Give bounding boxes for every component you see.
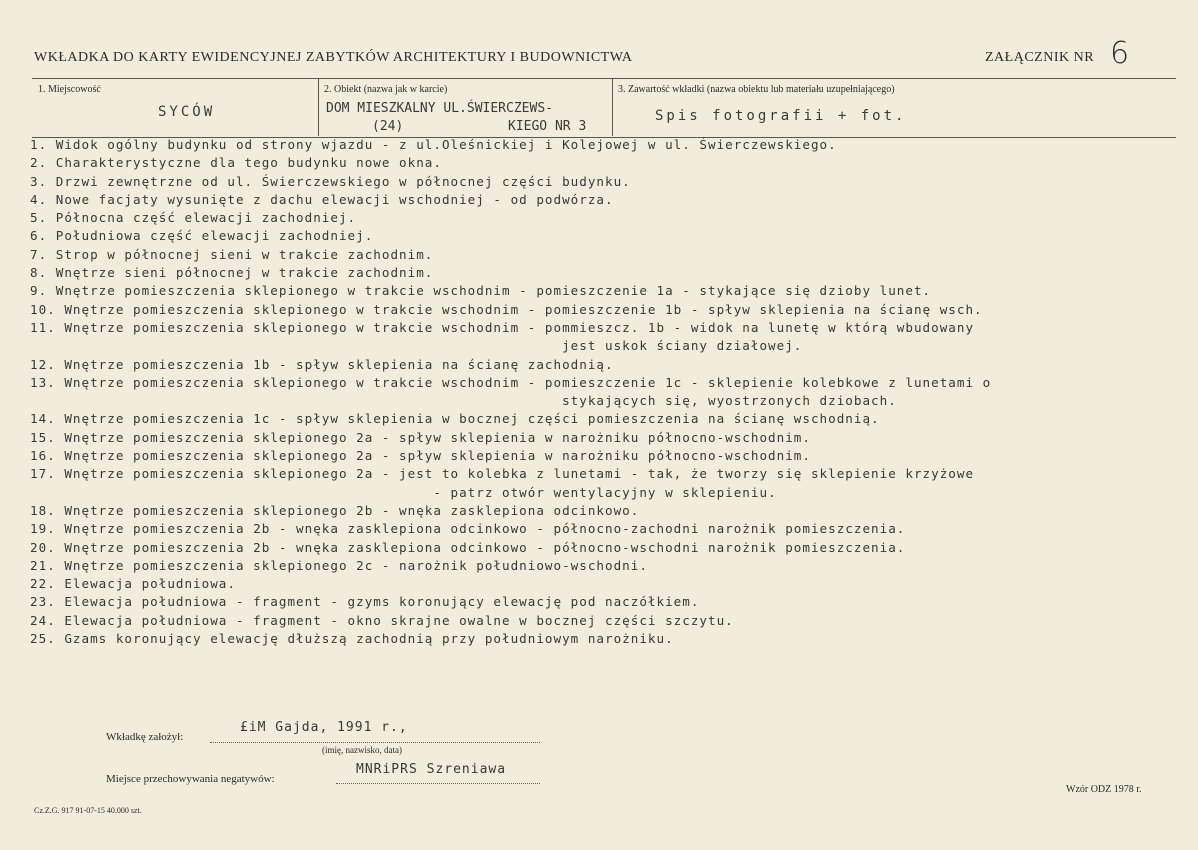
list-item: 12. Wnętrze pomieszczenia 1b - spływ sklepienia na ścianę zachodnią.	[30, 356, 614, 372]
locality-value: SYCÓW	[158, 104, 216, 120]
storage-label: Miejsce przechowywania negatywów:	[106, 773, 275, 785]
list-item: 8. Wnętrze sieni północnej w trakcie zachodnim.	[30, 265, 434, 281]
list-item: 4. Nowe facjaty wysunięte z dachu elewacji wschodniej - od podwórza.	[30, 191, 614, 207]
created-by-value: £iM Gajda, 1991 r.,	[240, 720, 408, 735]
list-item: 16. Wnętrze pomieszczenia sklepionego 2a - spływ sklepienia w narożniku północno-wschodnim.	[30, 448, 811, 464]
document-title: WKŁADKA DO KARTY EWIDENCYJNEJ ZABYTKÓW ARCHITEKTURY I BUDOWNICTWA	[34, 50, 633, 65]
storage-line	[336, 783, 540, 784]
list-item: 17. Wnętrze pomieszczenia sklepionego 2a - jest to kolebka z lunetami - tak, że tworzy się sklepienie krzyżowe	[30, 466, 975, 482]
list-item: 13. Wnętrze pomieszczenia sklepionego w trakcie wschodnim - pomieszczenie 1c - sklepienie kolebkowe z lunetami o	[30, 374, 992, 390]
content-label: 3. Zawartość wkładki (nazwa obiektu lub materiału uzupełniającego)	[618, 84, 895, 95]
list-item: 18. Wnętrze pomieszczenia sklepionego 2b - wnęka zasklepiona odcinkowo.	[30, 502, 640, 518]
print-info: Cz.Z.G. 917 91-07-15 40.000 szt.	[34, 806, 142, 815]
list-item-continuation: - patrz otwór wentylacyjny w sklepieniu.	[30, 484, 777, 500]
list-item: 25. Gzams koronujący elewację dłuższą zachodnią przy południowym narożniku.	[30, 631, 674, 647]
list-item: 9. Wnętrze pomieszczenia sklepionego w trakcie wschodnim - pomieszczenie 1a - stykające się dzioby lunet.	[30, 283, 932, 299]
object-value-line1: DOM MIESZKALNY UL.ŚWIERCZEWS-	[326, 101, 553, 116]
list-item: 15. Wnętrze pomieszczenia sklepionego 2a - spływ sklepienia w narożniku północno-wschodnim.	[30, 429, 811, 445]
photo-list	[30, 136, 991, 648]
annex-label: ZAŁĄCZNIK NR	[985, 50, 1095, 65]
list-item-continuation: stykających się, wyostrzonych dziobach.	[30, 393, 897, 409]
list-item: 10. Wnętrze pomieszczenia sklepionego w trakcie wschodnim - pomieszczenie 1b - spływ sklepienia na ścianę wsch.	[30, 301, 983, 317]
object-value-number: (24)	[372, 119, 404, 134]
column-divider	[612, 78, 613, 136]
list-item: 11. Wnętrze pomieszczenia sklepionego w trakcie wschodnim - pommieszcz. 1b - widok na lunetę w którą wbudowany	[30, 319, 975, 335]
list-item: 3. Drzwi zewnętrzne od ul. Świerczewskiego w północnej części budynku.	[30, 173, 631, 189]
list-item: 20. Wnętrze pomieszczenia 2b - wnęka zasklepiona odcinkowo - północno-wschodni narożnik pomieszczenia.	[30, 539, 906, 555]
storage-value: MNRiPRS Szreniawa	[356, 762, 507, 777]
object-value-line2: KIEGO NR 3	[508, 119, 587, 134]
list-item: 19. Wnętrze pomieszczenia 2b - wnęka zasklepiona odcinkowo - północno-zachodni narożnik pomieszczenia.	[30, 521, 906, 537]
created-by-label: Wkładkę założył:	[106, 731, 184, 743]
list-item: 21. Wnętrze pomieszczenia sklepionego 2c - narożnik południowo-wschodni.	[30, 557, 648, 573]
list-item: 1. Widok ogólny budynku od strony wjazdu - z ul.Oleśnickiej i Kolejowej w ul. Świerczewskiego.	[30, 137, 837, 152]
column-divider	[318, 78, 319, 136]
list-item: 14. Wnętrze pomieszczenia 1c - spływ sklepienia w bocznej części pomieszczenia na ścianę wschodnią.	[30, 411, 880, 427]
content-value: Spis fotografii + fot.	[655, 108, 907, 124]
list-item: 2. Charakterystyczne dla tego budynku nowe okna.	[30, 155, 442, 171]
form-info: Wzór ODZ 1978 r.	[1066, 784, 1142, 795]
list-item: 22. Elewacja południowa.	[30, 576, 236, 592]
created-by-line	[210, 742, 540, 743]
annex-number: 6	[1110, 36, 1130, 71]
object-label: 2. Obiekt (nazwa jak w karcie)	[324, 84, 448, 95]
list-item: 5. Północna część elewacji zachodniej.	[30, 210, 357, 226]
locality-label: 1. Miejscowość	[38, 84, 101, 95]
created-by-hint: (imię, nazwisko, data)	[322, 745, 402, 755]
list-item: 7. Strop w północnej sieni w trakcie zachodnim.	[30, 246, 434, 262]
list-item: 23. Elewacja południowa - fragment - gzyms koronujący elewację pod naczółkiem.	[30, 594, 700, 610]
list-item: 6. Południowa część elewacji zachodniej.	[30, 228, 374, 244]
list-item: 24. Elewacja południowa - fragment - okno skrajne owalne w bocznej części szczytu.	[30, 612, 734, 628]
list-item-continuation: jest uskok ściany działowej.	[30, 338, 803, 354]
